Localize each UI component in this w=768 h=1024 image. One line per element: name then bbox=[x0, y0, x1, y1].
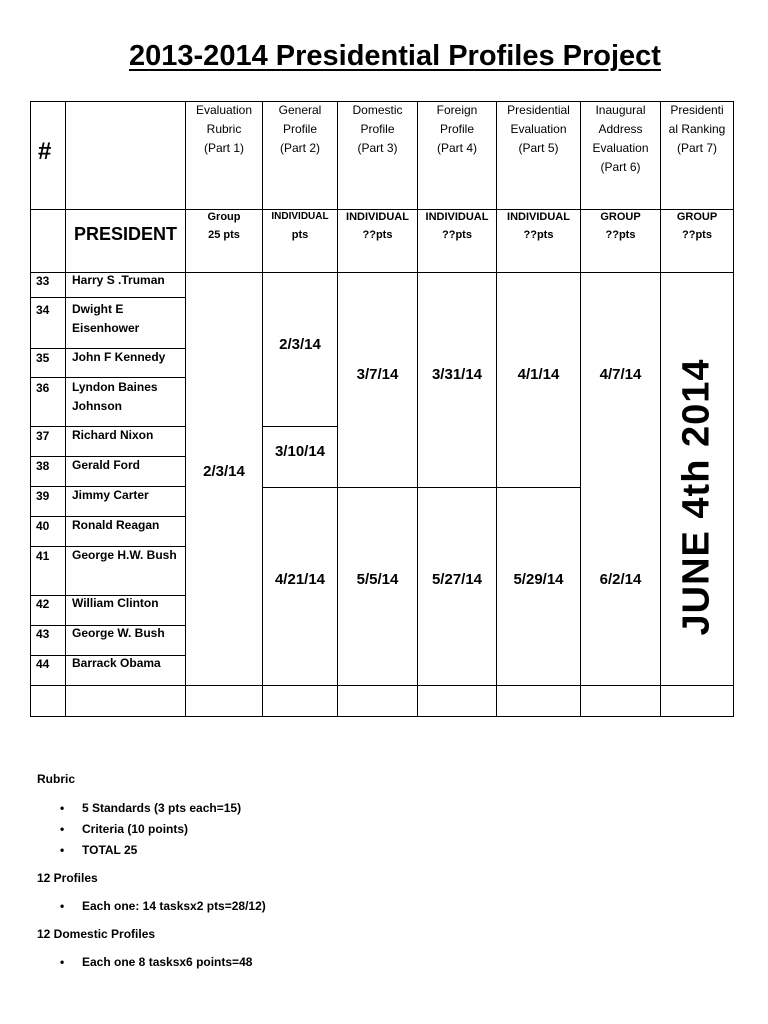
president-number: 44 bbox=[36, 657, 50, 671]
president-number: 40 bbox=[36, 519, 50, 533]
due-date-evaluation-group2: 5/29/14 bbox=[513, 571, 564, 588]
domestic-profiles-heading: 12 Domestic Profiles bbox=[37, 927, 156, 941]
header-foreign-profile: Foreign Profile (Part 4) bbox=[436, 103, 478, 155]
points-presidential-ranking: GROUP ??pts bbox=[676, 211, 718, 241]
due-date-foreign-profile-group2: 5/27/14 bbox=[431, 571, 483, 588]
points-foreign-profile: INDIVIDUAL ??pts bbox=[425, 211, 489, 241]
president-name: Lyndon Baines Johnson bbox=[72, 380, 158, 413]
points-presidential-evaluation: INDIVIDUAL ??pts bbox=[507, 211, 570, 241]
header-evaluation-rubric: Evaluation Rubric (Part 1) bbox=[195, 103, 253, 155]
due-date-inaugural-group2: 6/2/14 bbox=[599, 571, 642, 588]
president-name: George W. Bush bbox=[72, 626, 165, 640]
president-name: William Clinton bbox=[72, 596, 159, 610]
president-name: Harry S .Truman bbox=[72, 273, 165, 287]
due-date-general-profile-group3: 4/21/14 bbox=[274, 571, 326, 588]
profiles-heading: 12 Profiles bbox=[37, 871, 98, 885]
president-name: Gerald Ford bbox=[72, 458, 141, 472]
president-number: 37 bbox=[36, 429, 50, 443]
president-number: 43 bbox=[36, 627, 50, 641]
points-general-profile: INDIVIDUAL pts bbox=[271, 211, 329, 241]
president-name: George H.W. Bush bbox=[72, 548, 177, 562]
president-number: 36 bbox=[36, 381, 50, 395]
president-number: 34 bbox=[36, 303, 50, 317]
due-date-inaugural-group1: 4/7/14 bbox=[599, 366, 642, 383]
president-name: Dwight E Eisenhower bbox=[72, 302, 140, 335]
due-date-presidential-ranking: JUNE 4th 2014 bbox=[675, 358, 718, 636]
due-date-general-profile-group2: 3/10/14 bbox=[274, 443, 326, 460]
points-evaluation-rubric: Group 25 pts bbox=[207, 211, 241, 241]
president-number: 33 bbox=[36, 274, 50, 288]
due-date-domestic-profile-group1: 3/7/14 bbox=[356, 366, 399, 383]
president-name: John F Kennedy bbox=[72, 350, 166, 364]
president-number: 35 bbox=[36, 351, 50, 365]
header-presidential-evaluation: Presidential Evaluation (Part 5) bbox=[507, 103, 570, 155]
president-name: Jimmy Carter bbox=[72, 488, 149, 502]
due-date-general-profile-group1: 2/3/14 bbox=[279, 336, 321, 353]
president-number: 42 bbox=[36, 597, 50, 611]
header-domestic-profile: Domestic Profile (Part 3) bbox=[352, 103, 403, 155]
number-column-header: # bbox=[38, 138, 52, 165]
points-domestic-profile: INDIVIDUAL ??pts bbox=[346, 211, 409, 241]
page-title: 2013-2014 Presidential Profiles Project bbox=[129, 40, 661, 72]
due-date-rubric: 2/3/14 bbox=[203, 463, 245, 480]
president-name: Richard Nixon bbox=[72, 428, 154, 442]
president-number: 38 bbox=[36, 459, 50, 473]
president-name: Ronald Reagan bbox=[72, 518, 160, 532]
president-name: Barrack Obama bbox=[72, 656, 161, 670]
president-number: 41 bbox=[36, 549, 50, 563]
president-number: 39 bbox=[36, 489, 50, 503]
header-presidential-ranking: Presidenti al Ranking (Part 7) bbox=[668, 103, 726, 155]
president-column-header: PRESIDENT bbox=[74, 224, 178, 244]
rubric-heading: Rubric bbox=[37, 772, 76, 786]
header-general-profile: General Profile (Part 2) bbox=[278, 103, 322, 155]
points-inaugural-address: GROUP ??pts bbox=[600, 211, 641, 241]
due-date-evaluation-group1: 4/1/14 bbox=[517, 366, 560, 383]
due-date-foreign-profile-group1: 3/31/14 bbox=[431, 366, 483, 383]
header-inaugural-address-evaluation: Inaugural Address Evaluation (Part 6) bbox=[592, 103, 649, 174]
due-date-domestic-profile-group2: 5/5/14 bbox=[356, 571, 399, 588]
